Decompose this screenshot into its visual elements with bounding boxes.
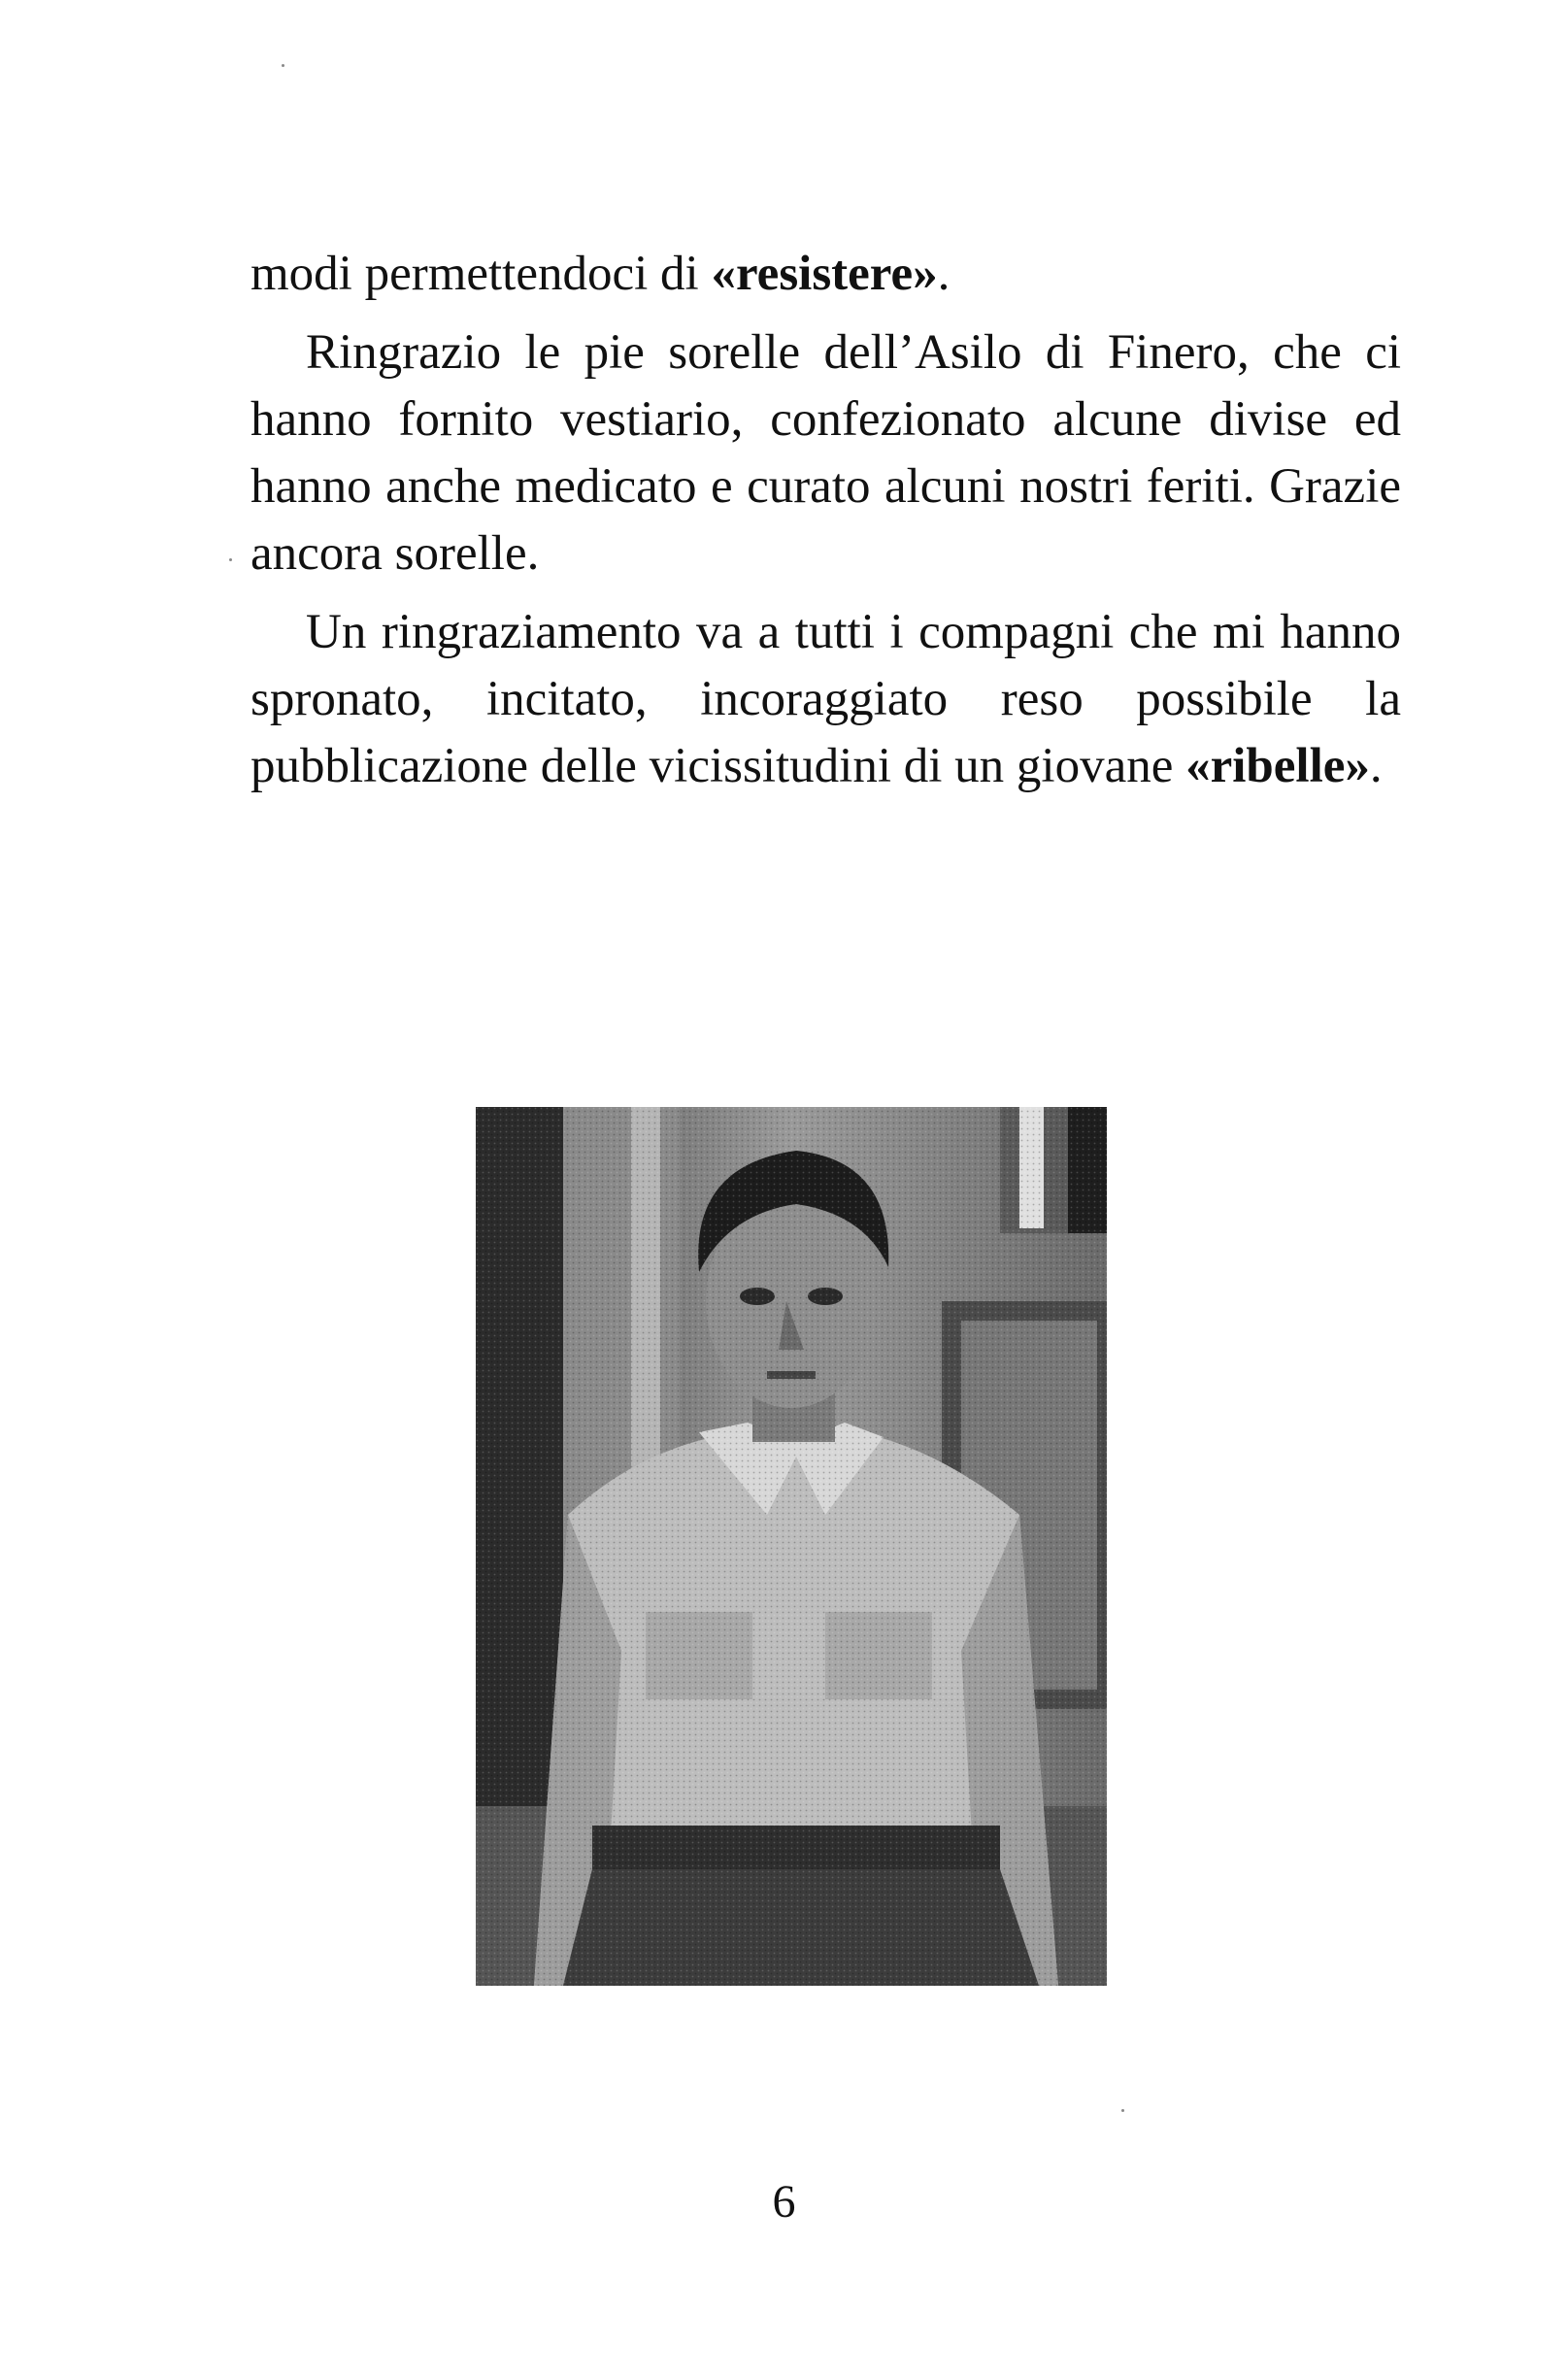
page-number: 6 xyxy=(772,2176,796,2228)
emphasis-resistere: «resistere» xyxy=(711,247,938,301)
scan-speck xyxy=(229,558,232,561)
body-text xyxy=(250,241,1401,800)
paragraph-2: Ringrazio le pie sorelle dell’Asilo di Finero, che ci hanno fornito vestiario, confezionato alcune divise ed hanno anche medicato e curato alcuni nostri feriti. Grazie ancora sorelle. xyxy=(250,325,1401,581)
scan-speck xyxy=(1121,2109,1124,2112)
portrait-image xyxy=(476,1107,1107,1986)
paragraph-3: Un ringraziamento va a tutti i compagni che mi hanno spronato, incitato, incoraggiato reso possibile la pubblicazione delle vicissitudini di un giovane «ribelle». xyxy=(250,605,1401,793)
portrait-photo xyxy=(476,1107,1107,1986)
emphasis-ribelle: «ribelle» xyxy=(1185,739,1370,793)
paragraph-1: modi permettendoci di «resistere». xyxy=(250,247,951,301)
scan-speck xyxy=(282,64,284,67)
